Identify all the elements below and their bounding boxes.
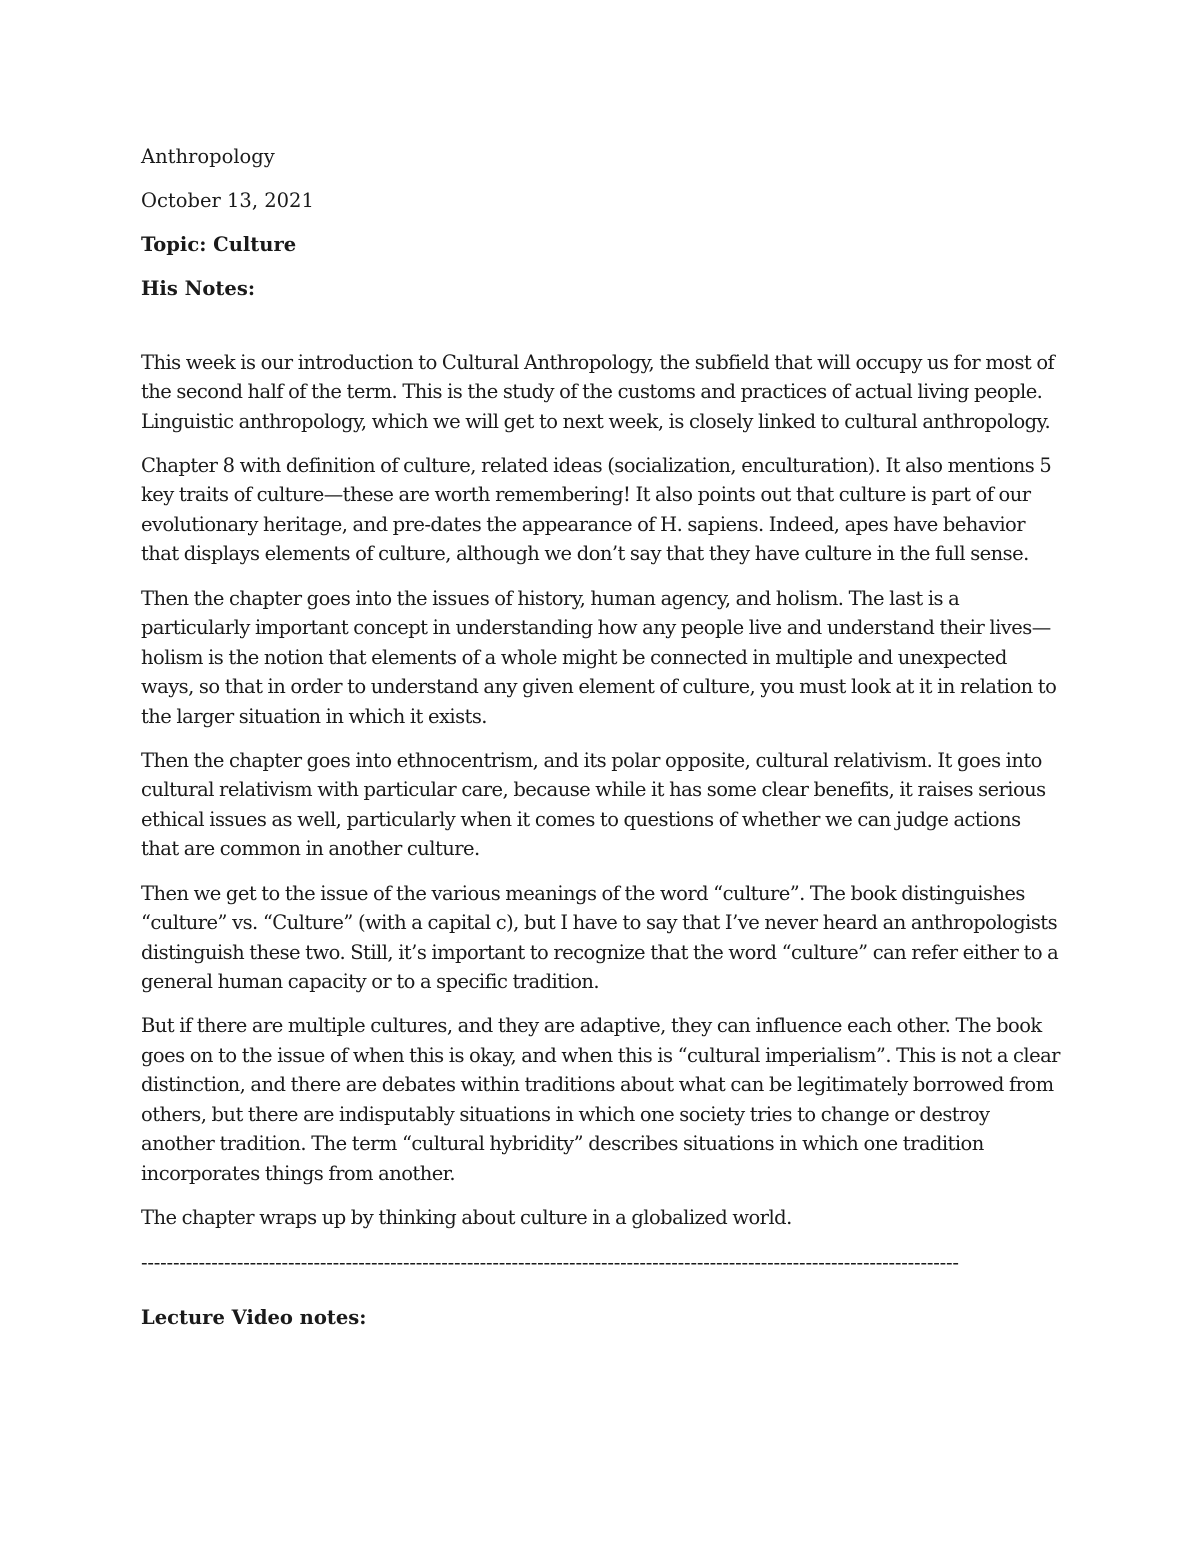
- paragraph-intro: This week is our introduction to Cultural Anthropology, the subfield that will occupy us for most of the second half of the term. This is the study of the customs and practices of actual living people. Linguistic anthropology, which we will get to next week, is closely linked to cultural anthropology.: [141, 350, 1055, 433]
- paragraph-chapter-8: Chapter 8 with definition of culture, related ideas (socialization, enculturation). It also mentions 5 key traits of culture—these are worth remembering! It also points out that culture is part of our evolutionary heritage, and pre-dates the appearance of H. sapiens. Indeed, apes have behavior that displays elements of culture, although we don’t say that they have culture in the full sense.: [141, 453, 1052, 566]
- document-content: [141, 142, 1061, 1333]
- topic-heading: Topic: Culture: [141, 233, 297, 256]
- paragraph-globalized: The chapter wraps up by thinking about culture in a globalized world.: [141, 1206, 792, 1230]
- lecture-notes-heading: Lecture Video notes:: [141, 1306, 367, 1330]
- notes-heading: His Notes:: [141, 277, 256, 300]
- section-divider: --------------------------------------------------------------------------------------------------------------------------------: [141, 1250, 959, 1274]
- paragraph-relativism: Then the chapter goes into ethnocentrism, and its polar opposite, cultural relativism. It goes into cultural relativism with particular care, because while it has some clear benefits, it raises serious ethical issues as well, particularly when it comes to questions of whether we can judge actions that are common in another culture.: [141, 748, 1046, 861]
- paragraph-meanings: Then we get to the issue of the various meanings of the word “culture”. The book distinguishes “culture” vs. “Culture” (with a capital c), but I have to say that I’ve never heard an anthropologists distinguish these two. Still, it’s important to recognize that the word “culture” can refer either to a general human capacity or to a specific tradition.: [141, 881, 1059, 994]
- paragraph-imperialism: But if there are multiple cultures, and they are adaptive, they can influence each other. The book goes on to the issue of when this is okay, and when this is “cultural imperialism”. This is not a clear distinction, and there are debates within traditions about what can be legitimately borrowed from others, but there are indisputably situations in which one society tries to change or destroy another tradition. The term “cultural hybridity” describes situations in which one tradition incorporates things from another.: [141, 1014, 1060, 1185]
- paragraph-holism: Then the chapter goes into the issues of history, human agency, and holism. The last is a particularly important concept in understanding how any people live and understand their lives—holism is the notion that elements of a whole might be connected in multiple and unexpected ways, so that in order to understand any given element of culture, you must look at it in relation to the larger situation in which it exists.: [141, 586, 1057, 728]
- course-name: Anthropology: [141, 145, 275, 168]
- document-date: October 13, 2021: [141, 189, 314, 212]
